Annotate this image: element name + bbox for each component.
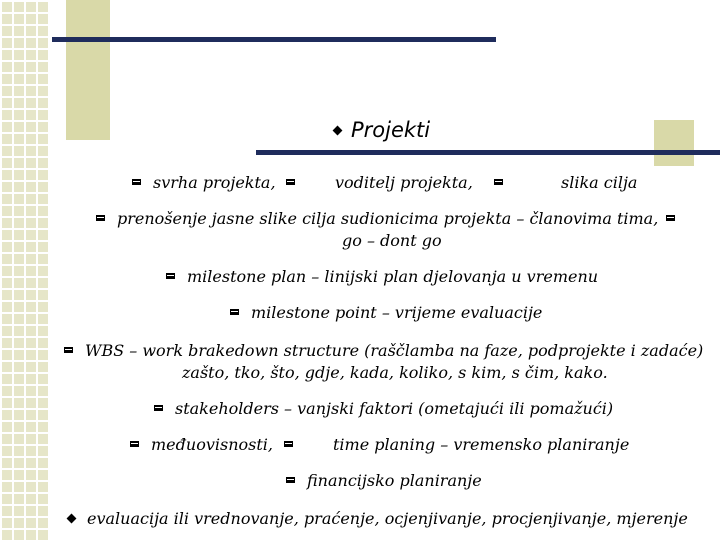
list-item-text: slika cilja bbox=[561, 173, 638, 192]
decorative-block-right bbox=[654, 120, 694, 166]
square-bullet-icon bbox=[130, 441, 139, 447]
diamond-bullet-icon bbox=[333, 125, 343, 135]
list-item bbox=[230, 302, 542, 324]
square-bullet-icon bbox=[132, 179, 141, 185]
square-bullet-icon bbox=[284, 441, 293, 447]
list-item bbox=[166, 266, 598, 288]
list-item bbox=[68, 508, 688, 530]
square-bullet-icon bbox=[166, 273, 175, 279]
list-item-text: stakeholders – vanjski faktori (ometajući ili pomažući) bbox=[175, 399, 614, 418]
square-bullet-icon bbox=[286, 477, 295, 483]
list-item-text: WBS – work brakedown structure (raščlamba na faze, podprojekte i zadaće) bbox=[85, 341, 704, 360]
list-item-text: voditelj projekta, bbox=[335, 173, 473, 192]
list-item bbox=[286, 172, 473, 194]
list-item bbox=[494, 172, 637, 194]
list-item-text: milestone plan – linijski plan djelovanja u vremenu bbox=[187, 267, 599, 286]
square-bullet-icon bbox=[96, 215, 105, 221]
square-bullet-icon bbox=[666, 215, 675, 221]
list-item-text: financijsko planiranje bbox=[307, 471, 482, 490]
list-item bbox=[154, 398, 613, 420]
list-item-continuation: zašto, tko, što, gdje, kada, koliko, s kim, s čim, kako. bbox=[182, 363, 608, 382]
title-underline bbox=[256, 150, 720, 155]
slide-title-text: Projekti bbox=[351, 118, 431, 142]
square-bullet-icon bbox=[494, 179, 503, 185]
decorative-tile-strip bbox=[0, 0, 48, 540]
decorative-line bbox=[52, 37, 496, 42]
list-item-text: time planing – vremensko planiranje bbox=[333, 435, 630, 454]
square-bullet-icon bbox=[286, 179, 295, 185]
diamond-bullet-icon bbox=[67, 514, 77, 524]
slide-title bbox=[334, 118, 430, 142]
list-item-text: milestone point – vrijeme evaluacije bbox=[251, 303, 543, 322]
square-bullet-icon bbox=[64, 347, 73, 353]
square-bullet-icon bbox=[154, 405, 163, 411]
list-item-text: prenošenje jasne slike cilja sudionicima projekta – članovima tima, bbox=[117, 209, 659, 228]
list-item-text: međuovisnosti, bbox=[151, 435, 273, 454]
list-item bbox=[130, 434, 273, 456]
square-bullet-icon bbox=[230, 309, 239, 315]
list-item bbox=[284, 434, 629, 456]
list-item-text: svrha projekta, bbox=[153, 173, 276, 192]
list-item-text: evaluacija ili vrednovanje, praćenje, ocjenjivanje, procjenjivanje, mjerenje bbox=[87, 509, 688, 528]
list-item bbox=[96, 208, 675, 230]
list-item bbox=[64, 340, 703, 362]
decorative-block bbox=[66, 0, 110, 140]
list-item bbox=[132, 172, 276, 194]
list-item bbox=[286, 470, 482, 492]
list-item-continuation: go – dont go bbox=[342, 231, 442, 250]
